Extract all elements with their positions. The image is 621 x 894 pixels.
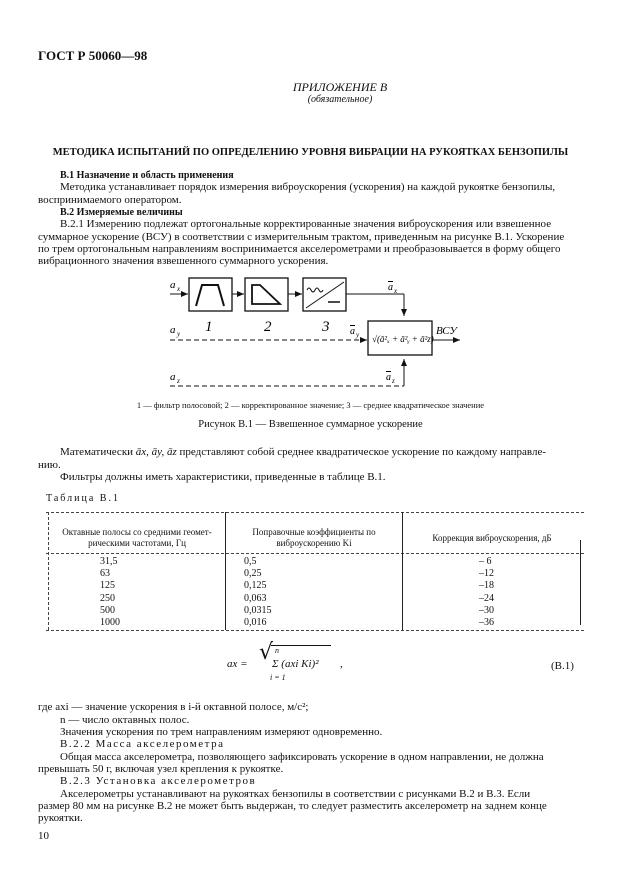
section-b21-line-4: вибрационного значения взвешенного суммарного ускорения. [38, 255, 329, 267]
table-cell: 63 [100, 568, 110, 580]
table-cell: 500 [100, 604, 115, 616]
block-3-label: 3 [322, 319, 330, 335]
table-header-correction: Коррекция виброускорения, дБ [432, 533, 552, 543]
appendix-subtitle: (обязательное) [307, 94, 373, 105]
table-cell: 0,016 [244, 617, 267, 629]
input-z-label: a [170, 371, 176, 383]
figure-caption: Рисунок В.1 — Взвешенное суммарное ускорение [198, 419, 423, 430]
input-y-sub: y [177, 330, 181, 338]
out-z-sub: z [392, 377, 395, 385]
table-cell: 125 [100, 580, 115, 592]
table-cell: –30 [479, 604, 494, 616]
where-line-2: n — число октавных полос. [60, 714, 190, 726]
formula-sum-body: Σ (axi Ki)² [272, 658, 319, 670]
formula-sum-top: n [275, 646, 279, 655]
after-figure-rest: представляют собой среднее квадратическое ускорение по каждому направле- [179, 446, 547, 458]
sqrt-sign: √ [259, 640, 274, 665]
section-b2-heading: В.2 Измеряемые величины [60, 207, 183, 218]
out-x-sub: x [394, 287, 398, 295]
document-code: ГОСТ Р 50060—98 [38, 48, 148, 63]
table-cell: 0,063 [244, 592, 267, 604]
table-cell: 0,25 [244, 568, 262, 580]
table-cell: 1000 [100, 617, 120, 629]
input-x-label: a [170, 279, 176, 291]
figure-legend: 1 — фильтр полосовой; 2 — корректированное значение; 3 — среднее квадратическое значение [136, 400, 485, 410]
after-figure-line-2: нию. [38, 459, 61, 471]
table-cell: 31,5 [100, 556, 118, 567]
table-cell: –18 [479, 580, 494, 592]
formula-comma: , [340, 658, 343, 670]
input-z-sub: z [177, 377, 180, 385]
after-figure-line-3: Фильтры должны иметь характеристики, приведенные в таблице В.1. [60, 471, 386, 483]
where-line-1: где axi — значение ускорения в i-й октавной полосе, м/с²; [38, 701, 309, 713]
section-b21-line-3: по трем ортогональным направлениям воспринимается акселерометрами и преобразовывается в форму общего [38, 243, 561, 255]
appendix-title: ПРИЛОЖЕНИЕ В [292, 80, 388, 94]
section-b22-line-1: Общая масса акселерометра, позволяющего зафиксировать ускорение в одном направлении, не должна [60, 751, 544, 763]
section-b1-heading: В.1 Назначение и область применения [60, 170, 234, 181]
section-b22-line-2: превышать 50 г, включая узел крепления к рукоятке. [38, 763, 284, 775]
input-y-label: a [170, 324, 176, 336]
measurement-path-diagram [0, 268, 621, 418]
table-title: Таблица В.1 [46, 493, 120, 504]
table-cell: 0,5 [244, 556, 257, 567]
section-b21-line-1: В.2.1 Измерению подлежат ортогональные корректированные значения виброускорения или взвешенное [60, 218, 552, 230]
input-x-sub: x [177, 285, 181, 293]
section-b23-line-3: рукоятки. [38, 812, 83, 824]
table-cell: 0,125 [244, 580, 267, 592]
section-b1-text-1: Методика устанавливает порядок измерения виброускорения (ускорения) на каждой рукоятке бензопилы, [60, 181, 556, 193]
after-figure-prefix: Математически [60, 446, 134, 458]
section-b23-heading: В.2.3 Установка акселерометров [60, 775, 257, 787]
section-b23-line-2: размер 80 мм на рисунке В.2 не может быть выдержан, то следует разместить акселерометр на заднем конце [38, 800, 547, 812]
after-figure-line-1 [60, 446, 546, 459]
table-cell: –12 [479, 568, 494, 580]
out-x-label: a [388, 282, 393, 293]
where-line-3: Значения ускорения по трем направлениям измеряют одновременно. [60, 726, 383, 738]
output-label: ВСУ [436, 325, 457, 337]
table-column-frequency [100, 556, 220, 629]
table-cell: –24 [479, 592, 494, 604]
bandpass-filter-block [189, 278, 232, 311]
table-cell: – 6 [479, 556, 492, 567]
section-b21-line-2: суммарное ускорение (ВСУ) в соответствии с измерительным трактом, приведенным на рисунке В.1. Ускорение [38, 231, 565, 243]
table-column-correction [479, 556, 559, 629]
block-2-label: 2 [264, 319, 272, 335]
table-cell: 0,0315 [244, 604, 272, 616]
table-header-coefficient: Поправочные коэффициенты по виброускорению Ki [252, 527, 376, 548]
page-number: 10 [38, 830, 49, 842]
out-y-sub: y [356, 331, 360, 339]
out-y-label: a [350, 326, 355, 337]
section-b23-line-1: Акселерометры устанавливают на рукоятках бензопилы в соответствии с рисунками В.2 и В.3. Если [60, 788, 531, 800]
section-b1-text-2: воспринимаемого оператором. [38, 194, 182, 206]
section-b22-heading: В.2.2 Масса акселерометра [60, 738, 225, 750]
formula-sum-bottom: i = 1 [270, 673, 286, 682]
out-z-label: a [386, 372, 391, 383]
formula-lhs: ax = [227, 658, 248, 670]
after-figure-symbols: āx, āy, āz [135, 446, 177, 458]
main-title: МЕТОДИКА ИСПЫТАНИЙ ПО ОПРЕДЕЛЕНИЮ УРОВНЯ ВИБРАЦИИ НА РУКОЯТКАХ БЕНЗОПИЛЫ [52, 147, 569, 158]
block-1-label: 1 [205, 319, 213, 335]
table-header-frequency: Октавные полосы со средними геомет-рическими частотами, Гц [62, 527, 212, 548]
table-cell: 250 [100, 592, 115, 604]
table-column-coefficient [244, 556, 384, 629]
formula-number: (В.1) [551, 660, 574, 672]
table-cell: –36 [479, 617, 494, 629]
vector-sum-formula: √(ā²ₓ + ā²ᵧ + ā²z) [372, 334, 434, 344]
